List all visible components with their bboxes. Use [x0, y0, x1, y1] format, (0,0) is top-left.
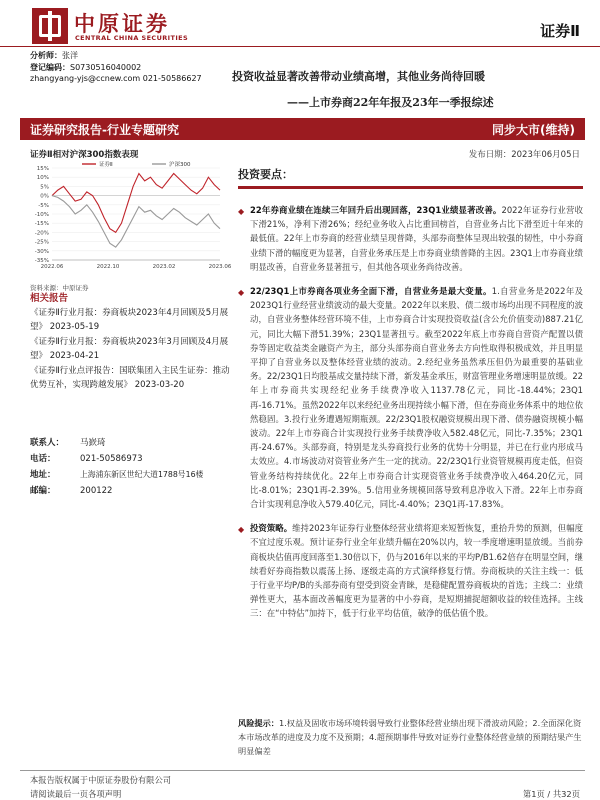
y-tick-label: -5%	[38, 202, 49, 209]
chart-title: 证券Ⅱ相对沪深300指数表现	[30, 150, 139, 160]
analyst-reg: 登记编码：S0730516040002	[30, 63, 142, 72]
y-tick-label: 0%	[40, 193, 49, 200]
x-tick-label: 2022.06	[40, 264, 64, 270]
bullet-icon: ◆	[238, 288, 245, 298]
x-tick-label: 2022.10	[96, 264, 120, 270]
y-tick-label: 10%	[36, 175, 49, 182]
y-tick-label: -15%	[34, 221, 49, 228]
y-tick-label: 15%	[36, 166, 49, 172]
y-tick-label: -20%	[34, 230, 49, 237]
summary-section	[238, 166, 583, 631]
sector-title: 证券Ⅱ	[540, 22, 580, 40]
summary-rule	[238, 186, 583, 189]
summary-para-1: ◆ 22年券商业绩在连续三年回升后出现回落，23Q1业绩显著改善。2022年证券行业营收下滑21%，净利下滑26%；经纪业务收入占比重回榜首，自营业务占比下滑至近十年来的最低值。22年上市券商的经营业绩呈现普降，头部券商整体呈现出较强的韧性，中小券商业绩下滑的幅度更为显著，自营业务承压是上市券商业绩普降的主因。23Q1上市券商业绩明显改善，自营业务显著扭亏，但其他各项业务尚待改善。	[238, 205, 583, 272]
related-list	[30, 306, 230, 393]
legend-label: 沪深300	[169, 162, 191, 168]
company-logo-icon	[32, 8, 68, 44]
risk-notice: 风险提示：1.权益及固收市场环境转弱导致行业整体经营业绩出现下滑波动风险；2.全面深化资本市场改革的进度及力度不及预期；4.超预期事件导致对证券行业整体经营业绩的预期结果产生明显偏差	[238, 718, 582, 756]
publish-date: 发布日期：2023年06月05日	[468, 150, 580, 160]
chart-source: 资料来源：中原证券	[30, 284, 89, 292]
contact-zip: 邮编： 200122	[30, 486, 113, 496]
related-item[interactable]: 《证券Ⅱ行业点评报告：国联集团入主民生证券：推动优势互补，实现跨越发展》 2023-03-20	[30, 366, 230, 390]
y-tick-label: -10%	[34, 212, 49, 218]
footer-disclaimer: 请阅读最后一页各项声明	[30, 789, 122, 799]
contact-address: 地址： 上海浦东新区世纪大道1788号16楼	[30, 470, 204, 480]
summary-heading: 投资要点：	[238, 168, 293, 181]
contact-phone: 电话： 021-50586973	[30, 454, 143, 464]
analyst-contact[interactable]: zhangyang-yjs@ccnew.com 021-50586627	[30, 74, 202, 83]
bullet-icon: ◆	[238, 525, 245, 535]
company-name: 中原证券	[74, 11, 170, 36]
rating: 同步大市(维持)	[492, 123, 575, 137]
footer-page: 第1页 / 共32页	[522, 789, 580, 799]
x-tick-label: 2023.06	[208, 264, 232, 270]
summary-para-2: ◆ 22/23Q1上市券商各项业务全面下滑，自营业务是最大变量。1.自营业务是2022年及2023Q1行业经营业绩波动的最大变量。2022年以来股、债二级市场均出现不同程度的波动，自营业务整体经营环境不佳，上市券商合计实现投资收益(含公允价值变动)887.21亿元，同比大幅下滑51.39%；23Q1显著扭亏。截至2022年底上市券商自营资产配置以债券等固定收益类金融资产为主，部分头部券商自营业务去方向性取得积极成效，并且明显平抑了自营业务以及整体经营业绩的波动。2.经纪业务虽然承压但仍为最重要的基础业务。22/23Q1日均股基成交量持续下滑，新发基金承压，财富管理业务增速明显放缓。22年上市券商共实现经纪业务手续费净收入1137.78亿元，同比-18.44%；23Q1再-16.71%。虽然2022年以来经纪业务出现持续小幅下滑，但在券商业务体系中的地位依然稳固。3.投行业务遭遇短期瓶颈。22/23Q1股权融资规模出现下滑、债券融资规模小幅波动。22年上市券商合计实现投行业务手续费净收入582.48亿元，同比-7.35%；23Q1再-24.67%。头部券商，特别是龙头券商投行业务的优势十分明显，并已在行业内形成马太效应。4.市场波动对资管业务产生一定的扰动。22/23Q1行业资管规模再度走低，但资管业务结构持续优化。22年上市券商合计实现资管业务手续费净收入464.20亿元，同比-8.01%；23Q1再-2.39%。5.信用业务规模回落导致利息净收入下滑。22年上市券商合计实现利息净收入579.40亿元，同比-4.40%；23Q1再-17.83%。	[238, 286, 583, 510]
related-item[interactable]: 《证券Ⅱ行业月报：券商板块2023年3月回顾及4月展望》 2023-04-21	[30, 337, 229, 361]
bullet-icon: ◆	[238, 207, 245, 216]
related-heading: 相关报告	[30, 293, 69, 304]
report-title: 投资收益显著改善带动业绩高增，其他业务尚待回暖	[232, 70, 485, 83]
y-tick-label: 5%	[40, 184, 49, 191]
series-line-1	[52, 196, 220, 248]
company-name-en: CENTRAL CHINA SECURITIES	[75, 34, 189, 42]
header-rule	[0, 46, 600, 47]
y-tick-label: -35%	[34, 258, 49, 264]
report-type: 证券研究报告-行业专题研究	[30, 123, 179, 137]
report-banner	[20, 118, 585, 140]
footer-rule	[20, 770, 585, 771]
footer-copyright: 本报告版权属于中原证券股份有限公司	[30, 775, 172, 785]
performance-chart	[22, 160, 232, 276]
summary-para-3: ◆ 投资策略。维持2023年证券行业整体经营业绩将迎来短暂恢复，重拾升势的预测，但幅度不宜过度乐观。预计证券行业全年业绩升幅在20%以内，较一季度增速明显放缓。当前券商板块估值再度回落至1.30倍以下，仍与2016年以来的平均P/B1.62倍存在明显空间，继续看好券商指数以震荡上扬、逐级走高的方式演绎修复行情。券商板块的关注主线一：低于行业平均P/B的头部券商有望受到资金青睐，是稳健配置券商板块的首选；主线二：业绩弹性更大，基本面改善幅度更为显著的中小券商，是短期捕捉超额收益的较佳选择。主线三：在“中特估”加持下，低于行业平均估值，破净的低估值个股。	[238, 523, 584, 619]
analyst-line: 分析师：张洋	[30, 51, 78, 60]
report-subtitle: ——上市券商22年年报及23年一季报综述	[287, 96, 494, 109]
x-tick-label: 2023.02	[152, 264, 176, 270]
y-tick-label: -30%	[34, 248, 49, 255]
contact-person: 联系人： 马嶔琦	[30, 438, 106, 448]
legend-label: 证券Ⅱ	[99, 162, 113, 168]
related-item[interactable]: 《证券Ⅱ行业月报：券商板块2023年4月回顾及5月展望》 2023-05-19	[30, 308, 229, 332]
y-tick-label: -25%	[34, 239, 49, 246]
